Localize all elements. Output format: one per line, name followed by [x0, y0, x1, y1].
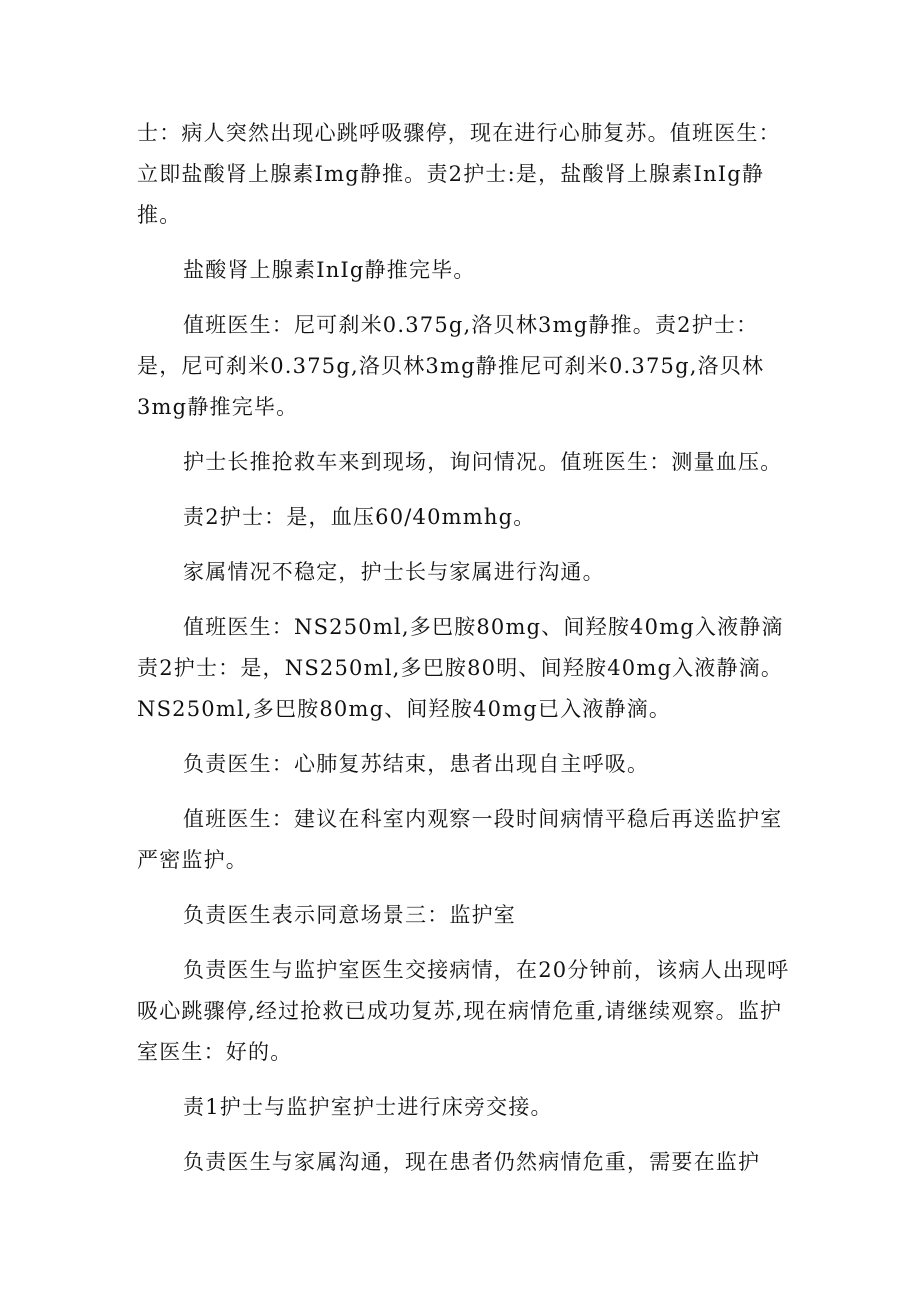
paragraph-1: 士：病人突然出现心跳呼吸骤停，现在进行心肺复苏。值班医生：立即盐酸肾上腺素Img静推。责2护士:是，盐酸肾上腺素InIg静推。	[137, 121, 781, 227]
paragraph-11: 负责医生与监护室医生交接病情，在20分钟前，该病人出现呼吸心跳骤停,经过抢救已成功复苏,现在病情危重,请继续观察。监护室医生：好的。	[137, 958, 790, 1064]
paragraph-13: 负责医生与家属沟通，现在患者仍然病情危重，需要在监护	[183, 1150, 761, 1174]
paragraph-9: 值班医生：建议在科室内观察一段时间病情平稳后再送监护室严密监护。	[137, 807, 783, 872]
paragraph-12: 责1护士与监护室护士进行床旁交接。	[183, 1095, 553, 1119]
paragraph-7: 值班医生：NS250ml,多巴胺80mg、间羟胺40mg入液静滴责2护士：是，NS250ml,多巴胺80明、间羟胺40mg入液静滴。NS250ml,多巴胺80mg、间羟胺40mg已入液静滴。	[137, 615, 784, 721]
paragraph-3: 值班医生：尼可刹米0.375g,洛贝林3mg静推。责2护士：是，尼可刹米0.375g,洛贝林3mg静推尼可刹米0.375g,洛贝林3mg静推完毕。	[137, 313, 765, 419]
document-body	[137, 113, 797, 1183]
paragraph-2: 盐酸肾上腺素InIg静推完毕。	[183, 258, 476, 282]
paragraph-6: 家属情况不稳定，护士长与家属进行沟通。	[183, 560, 605, 584]
paragraph-4: 护士长推抢救车来到现场，询问情况。值班医生：测量血压。	[183, 450, 783, 474]
paragraph-5: 责2护士：是，血压60/40mmhg。	[183, 505, 536, 529]
paragraph-8: 负责医生：心肺复苏结束，患者出现自主呼吸。	[183, 752, 650, 776]
paragraph-10: 负责医生表示同意场景三：监护室	[183, 903, 516, 927]
